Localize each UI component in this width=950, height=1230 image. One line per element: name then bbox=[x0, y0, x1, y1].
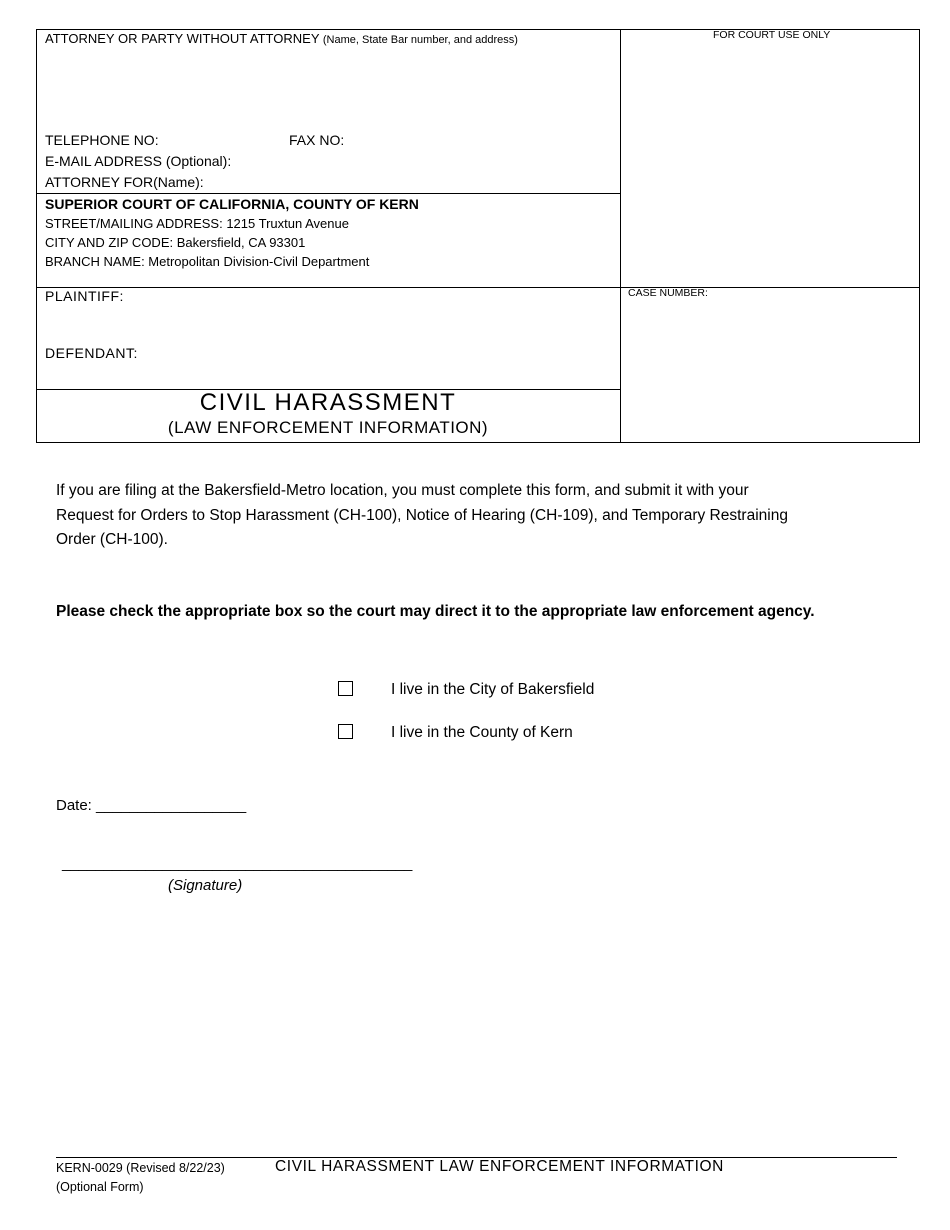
signature-line[interactable]: __________________________________________ bbox=[62, 855, 413, 872]
case-number-label: CASE NUMBER: bbox=[628, 287, 708, 299]
date-field[interactable]: Date: __________________ bbox=[56, 797, 247, 814]
intro-line-3: Order (CH-100). bbox=[56, 531, 168, 548]
city-of-bakersfield-checkbox[interactable] bbox=[338, 681, 353, 696]
attorney-label-text: ATTORNEY OR PARTY WITHOUT ATTORNEY bbox=[45, 31, 320, 46]
attorney-label-note: (Name, State Bar number, and address) bbox=[322, 34, 518, 46]
attorney-for-label: ATTORNEY FOR(Name): bbox=[45, 174, 204, 190]
court-city: CITY AND ZIP CODE: Bakersfield, CA 93301 bbox=[45, 235, 306, 250]
city-of-bakersfield-label: I live in the City of Bakersfield bbox=[391, 681, 595, 698]
intro-line-1: If you are filing at the Bakersfield-Metro location, you must complete this form, and submit it with your bbox=[56, 482, 749, 499]
footer-title: CIVIL HARASSMENT LAW ENFORCEMENT INFORMATION bbox=[275, 1158, 724, 1175]
fax-label: FAX NO: bbox=[289, 132, 345, 148]
footer-form-id: KERN-0029 (Revised 8/22/23) bbox=[56, 1161, 225, 1175]
county-of-kern-checkbox[interactable] bbox=[338, 724, 353, 739]
plaintiff-label: PLAINTIFF: bbox=[45, 288, 124, 304]
court-name: SUPERIOR COURT OF CALIFORNIA, COUNTY OF KERN bbox=[45, 196, 419, 212]
court-use-label: FOR COURT USE ONLY bbox=[713, 29, 831, 41]
court-section-divider bbox=[36, 287, 920, 288]
telephone-label: TELEPHONE NO: bbox=[45, 132, 159, 148]
defendant-label: DEFENDANT: bbox=[45, 345, 138, 361]
attorney-label bbox=[45, 31, 518, 46]
email-label: E-MAIL ADDRESS (Optional): bbox=[45, 153, 232, 169]
instruction-text: Please check the appropriate box so the court may direct it to the appropriate law enforcement agency. bbox=[56, 603, 815, 620]
form-subtitle: (LAW ENFORCEMENT INFORMATION) bbox=[167, 418, 489, 437]
caption-column-divider bbox=[620, 29, 621, 443]
form-title: CIVIL HARASSMENT bbox=[199, 389, 457, 416]
court-branch: BRANCH NAME: Metropolitan Division-Civil Department bbox=[45, 254, 370, 269]
county-of-kern-label: I live in the County of Kern bbox=[391, 724, 573, 741]
signature-label: (Signature) bbox=[168, 877, 243, 894]
court-street: STREET/MAILING ADDRESS: 1215 Truxtun Avenue bbox=[45, 216, 349, 231]
attorney-section-divider bbox=[36, 193, 621, 194]
intro-line-2: Request for Orders to Stop Harassment (CH-100), Notice of Hearing (CH-109), and Temporary Restraining bbox=[56, 507, 788, 524]
footer-optional: (Optional Form) bbox=[56, 1180, 144, 1194]
